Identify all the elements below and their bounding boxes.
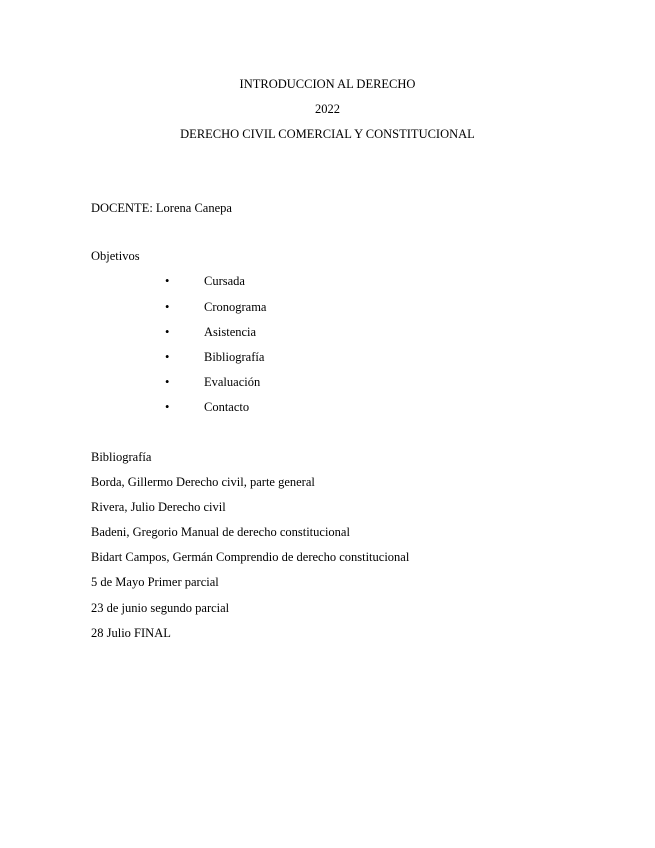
bibliography-entry: Bidart Campos, Germán Comprendio de derecho constitucional — [91, 550, 410, 564]
course-subject: DERECHO CIVIL COMERCIAL Y CONSTITUCIONAL — [180, 127, 475, 141]
date-second-partial: 23 de junio segundo parcial — [91, 601, 230, 615]
bullet-icon: • — [165, 274, 170, 288]
bullet-icon: • — [165, 375, 170, 389]
objective-item-bibliografia: Bibliografía — [204, 350, 265, 364]
date-final: 28 Julio FINAL — [91, 626, 171, 640]
bullet-icon: • — [165, 300, 170, 314]
objective-item-contacto: Contacto — [204, 400, 250, 414]
teacher-line: DOCENTE: Lorena Canepa — [91, 201, 232, 215]
bullet-icon: • — [165, 350, 170, 364]
bullet-icon: • — [165, 325, 170, 339]
objective-item-cursada: Cursada — [204, 274, 245, 288]
objective-item-cronograma: Cronograma — [204, 300, 267, 314]
objectives-heading: Objetivos — [91, 249, 140, 263]
date-first-partial: 5 de Mayo Primer parcial — [91, 575, 219, 589]
bibliography-entry: Borda, Gillermo Derecho civil, parte general — [91, 475, 315, 489]
bibliography-entry: Rivera, Julio Derecho civil — [91, 500, 226, 514]
bibliography-entry: Badeni, Gregorio Manual de derecho constitucional — [91, 525, 350, 539]
objective-item-evaluacion: Evaluación — [204, 375, 261, 389]
objective-item-asistencia: Asistencia — [204, 325, 257, 339]
course-title: INTRODUCCION AL DERECHO — [239, 77, 416, 91]
bullet-icon: • — [165, 400, 170, 414]
bibliography-heading: Bibliografía — [91, 450, 152, 464]
course-year: 2022 — [315, 102, 340, 116]
